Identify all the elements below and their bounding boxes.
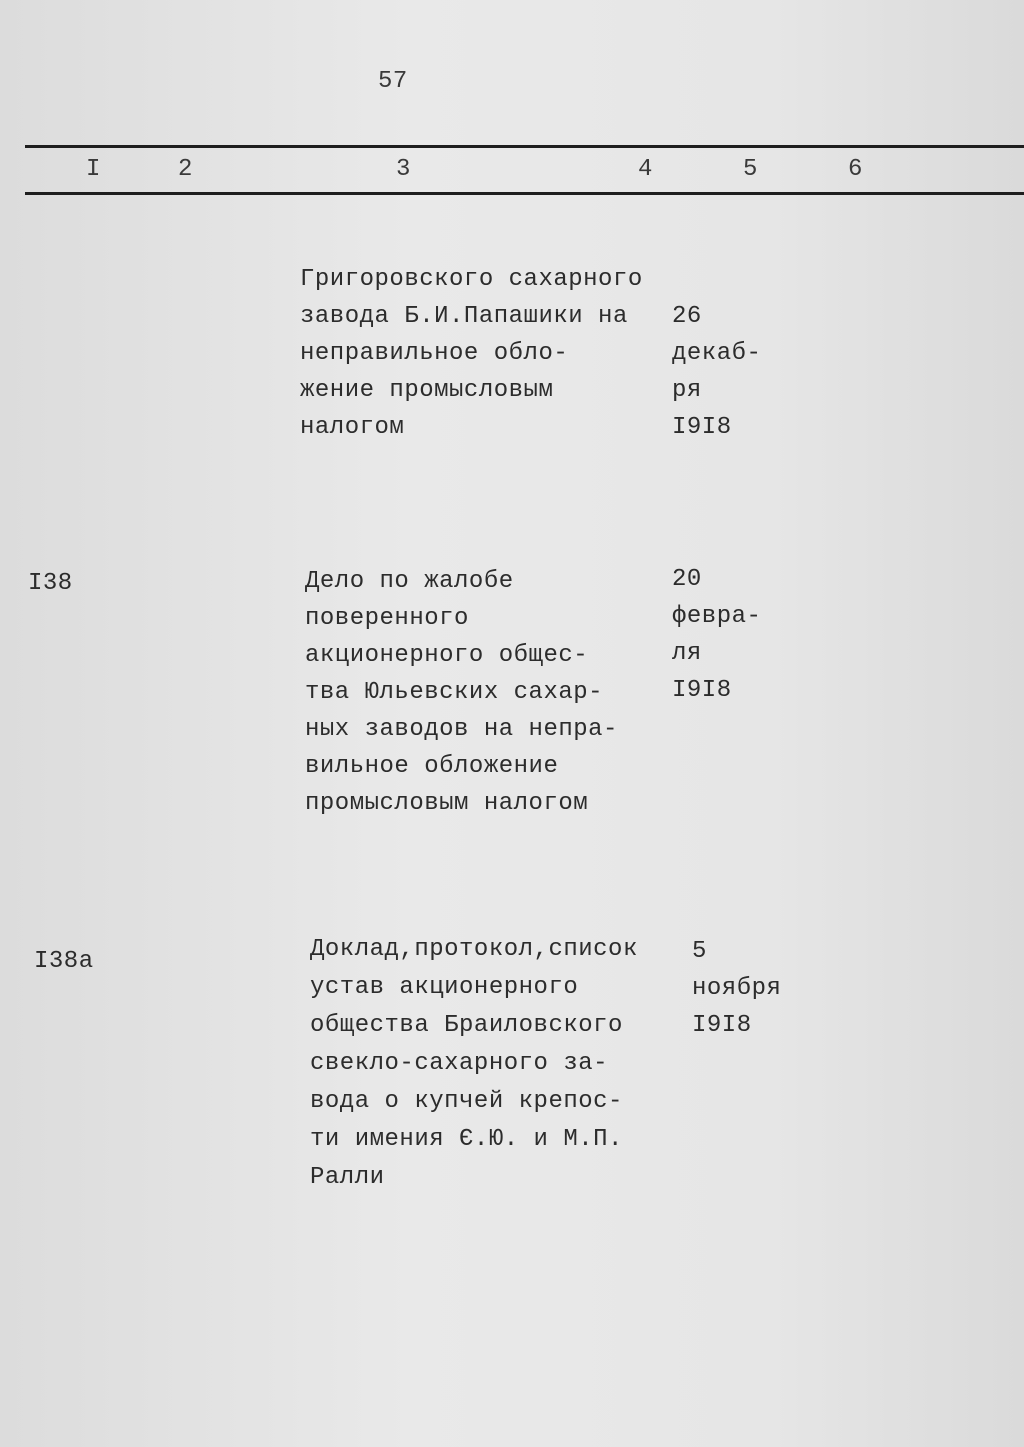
entry-title-line: жение промысловым (300, 377, 554, 404)
entry-title-line: ных заводов на непра- (305, 716, 618, 743)
entry-title-line: Ралли (310, 1164, 385, 1191)
entry-title-line: акционерного общес- (305, 642, 589, 669)
entry-title-line: свекло-сахарного за- (310, 1050, 609, 1077)
column-header-2: 2 (178, 156, 193, 183)
entry-title-line: неправильное обло- (300, 340, 569, 367)
column-header-6: 6 (848, 156, 863, 183)
entry-date-line: ря (672, 377, 702, 404)
entry-title-line: вильное обложение (305, 753, 559, 780)
entry-title-line: Дело по жалобе (305, 568, 514, 595)
header-bottom-rule (25, 192, 1024, 195)
entry-date-line: I9I8 (672, 414, 732, 441)
entry-date-line: февра- (672, 603, 762, 630)
entry-title-line: налогом (300, 414, 405, 441)
entry-date-line: ля (672, 640, 702, 667)
header-top-rule (25, 145, 1024, 148)
entry-title-line: промысловым налогом (305, 790, 589, 817)
entry-title-line: общества Браиловского (310, 1012, 623, 1039)
entry-date-line: 26 (672, 303, 702, 330)
column-header-3: 3 (396, 156, 411, 183)
entry-title-line: Григоровского сахарного (300, 266, 643, 293)
entry-date-line: I9I8 (692, 1012, 752, 1039)
entry-title-line: тва Юльевских сахар- (305, 679, 604, 706)
entry-number: I38а (34, 948, 94, 975)
column-header-1: I (86, 156, 101, 183)
entry-title-line: Доклад,протокол,список (310, 936, 638, 963)
entry-date-line: 5 (692, 938, 707, 965)
column-header-5: 5 (743, 156, 758, 183)
entry-date-line: 20 (672, 566, 702, 593)
column-header-4: 4 (638, 156, 653, 183)
entry-title-line: поверенного (305, 605, 469, 632)
entry-title-line: устав акционерного (310, 974, 579, 1001)
entry-number: I38 (28, 570, 73, 597)
entry-date-line: I9I8 (672, 677, 732, 704)
entry-date-line: ноября (692, 975, 782, 1002)
entry-title-line: вода о купчей крепос- (310, 1088, 623, 1115)
page-number: 57 (378, 68, 408, 95)
entry-title-line: ти имения Є.Ю. и М.П. (310, 1126, 623, 1153)
entry-title-line: завода Б.И.Папашики на (300, 303, 628, 330)
entry-date-line: декаб- (672, 340, 762, 367)
